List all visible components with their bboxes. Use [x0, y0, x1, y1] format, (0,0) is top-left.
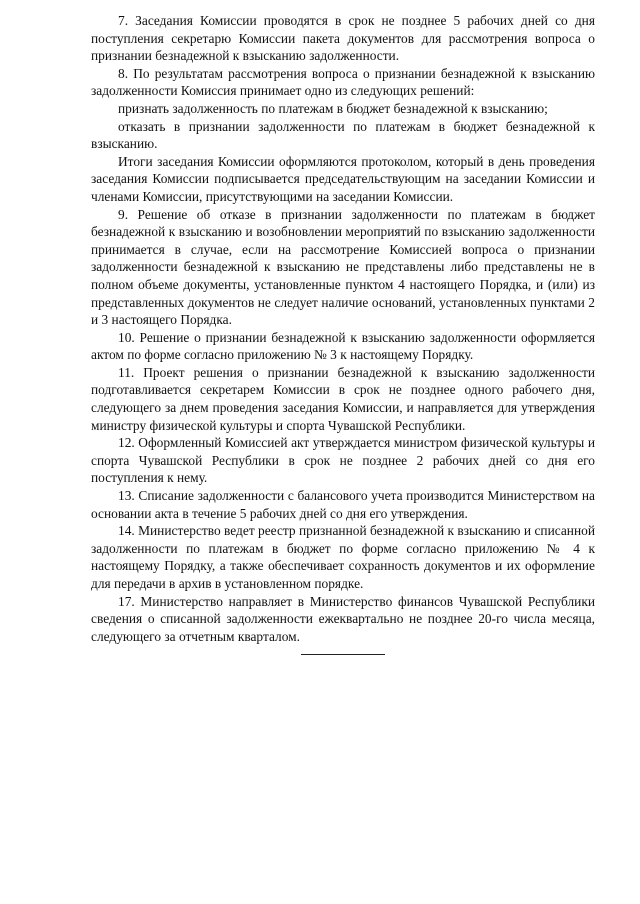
end-rule	[301, 654, 385, 655]
paragraph-13: 13. Списание задолженности с балансового учета производится Министерством на основании акта в течение 5 рабочих дней со дня его утверждения.	[91, 488, 595, 521]
paragraph-10: 10. Решение о признании безнадежной к взысканию задолженности оформляется актом по форме согласно приложению № 3 к настоящему Порядку.	[91, 329, 595, 363]
paragraph-17: 17. Министерство направляет в Министерство финансов Чувашской Республики сведения о списанной задолженности ежеквартально не позднее 20-го числа месяца, следующего за отчетным кварталом.	[91, 593, 595, 644]
document-page	[91, 0, 595, 645]
paragraph-8-option-2: отказать в признании задолженности по платежам в бюджет безнадежной к взысканию.	[91, 118, 595, 152]
paragraph-12: 12. Оформленный Комиссией акт утверждается министром физической культуры и спорта Чувашской Республики в срок не позднее 2 рабочих дней со дня его поступления к нему.	[91, 435, 595, 486]
paragraph-14: 14. Министерство ведет реестр признанной безнадежной к взысканию и списанной задолженности по платежам в бюджет по форме согласно приложению № 4 к настоящему Порядку, а также обеспечивает сохранность документов и их оформление для передачи в архив в установленном порядке.	[91, 523, 595, 591]
paragraph-9: 9. Решение об отказе в признании задолженности по платежам в бюджет безнадежной к взысканию и возобновлении мероприятий по взысканию задолженности принимается в случае, если на рассмотрение Комиссией вопроса о признании задолженности безнадежной к взысканию не представлены либо представлены не в полном объеме документы, установленные пунктом 4 настоящего Порядка, и (или) из представленных документов не следует наличие оснований, установленных пунктами 2 и 3 настоящего Порядка.	[91, 206, 595, 328]
paragraph-7: 7. Заседания Комиссии проводятся в срок не позднее 5 рабочих дней со дня поступления секретарю Комиссии пакета документов для рассмотрения вопроса о признании безнадежной к взысканию задолженности.	[91, 13, 595, 64]
paragraph-8-protocol: Итоги заседания Комиссии оформляются протоколом, который в день проведения заседания Комиссии подписывается председательствующим на заседании Комиссии и членами Комиссии, присутствующими на заседании Комиссии.	[91, 153, 595, 204]
paragraph-8-option-1: признать задолженность по платежам в бюджет безнадежной к взысканию;	[118, 100, 548, 116]
paragraph-8: 8. По результатам рассмотрения вопроса о признании безнадежной к взысканию задолженности Комиссия принимает одно из следующих решений:	[91, 65, 595, 99]
paragraph-11: 11. Проект решения о признании безнадежной к взысканию задолженности подготавливается секретарем Комиссии в срок не позднее одного рабочего дня, следующего за днем проведения заседания Комиссии, и направляется для утверждения министру физической культуры и спорта Чувашской Республики.	[91, 364, 595, 433]
